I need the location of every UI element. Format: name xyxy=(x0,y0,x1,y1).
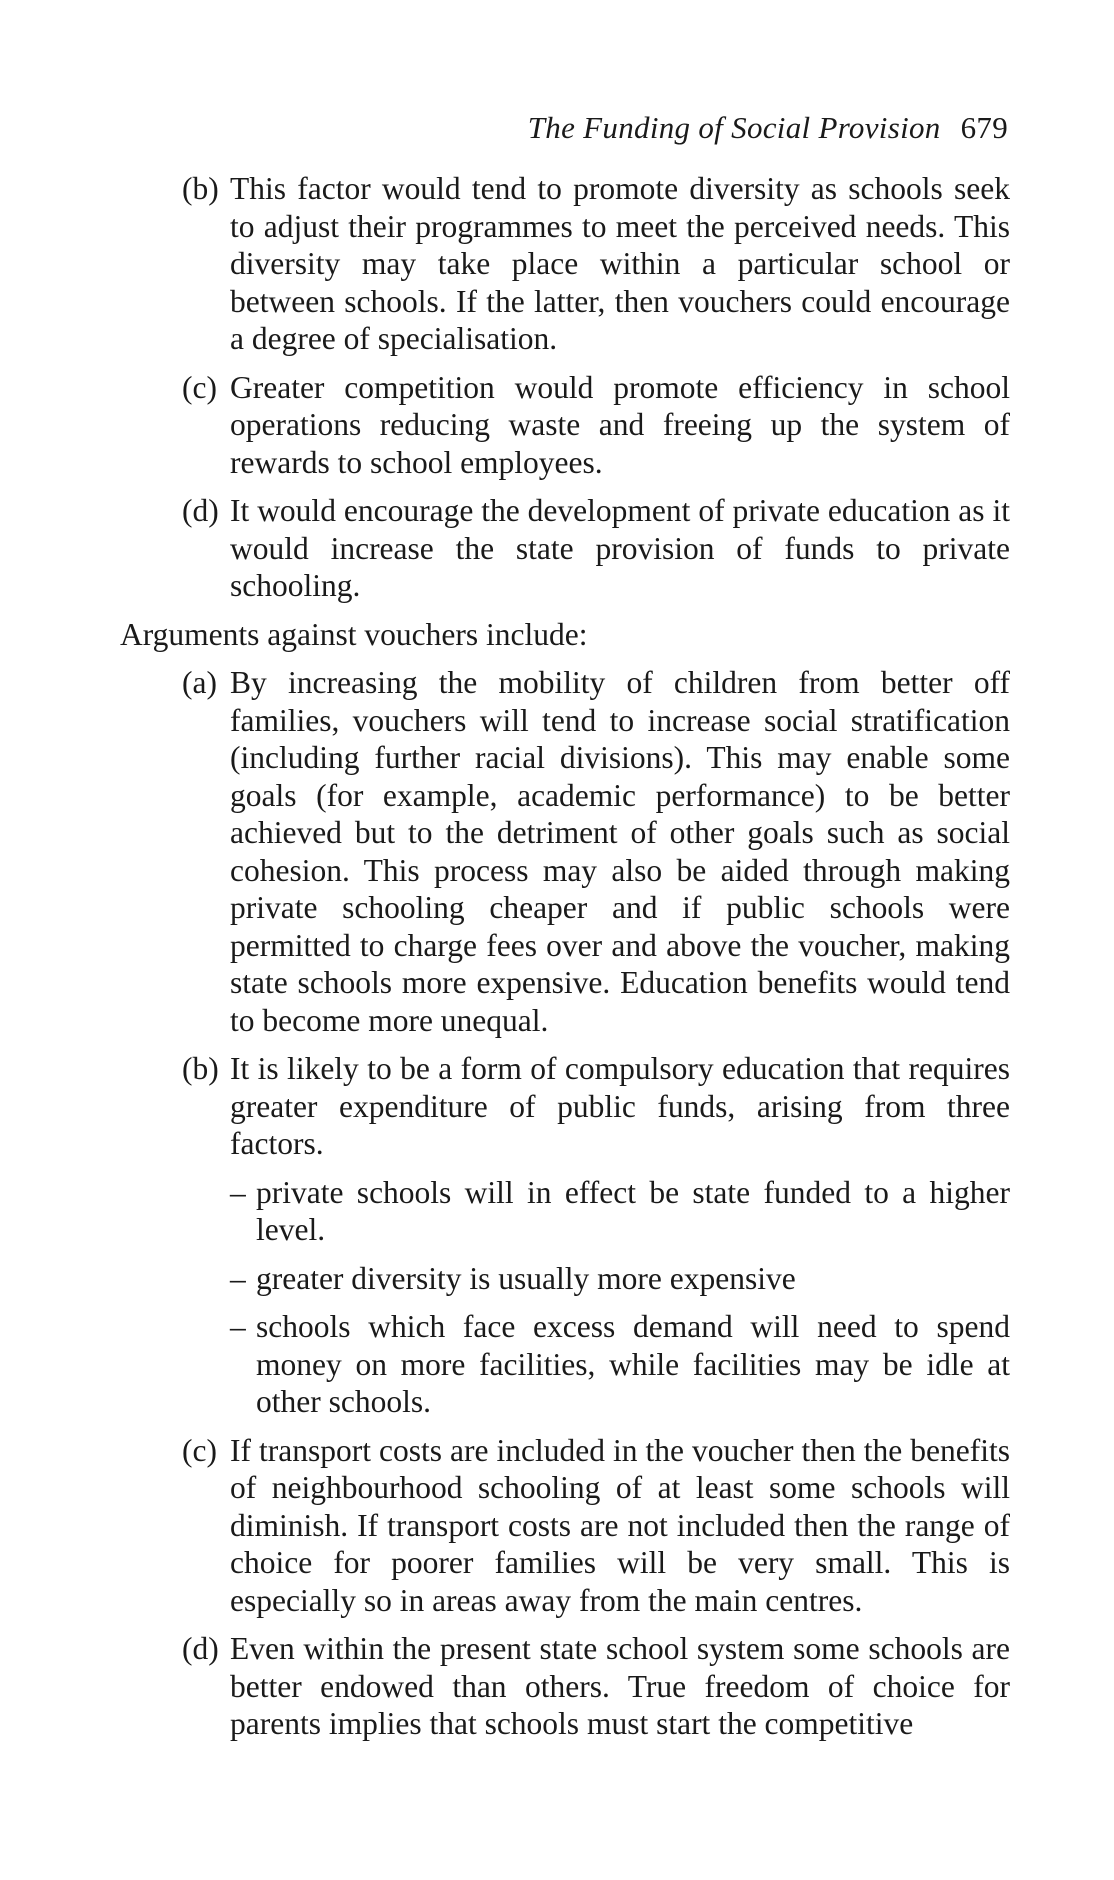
dash-item xyxy=(230,1308,1010,1421)
dash-item-text: schools which face excess demand will need to spend money on more facilities, while facilities may be idle at other schools. xyxy=(256,1309,1010,1419)
list-item-text: This factor would tend to promote diversity as schools seek to adjust their programmes to meet the perceived needs. This diversity may take place within a particular school or between schools. If the latter, then vouchers could encourage a degree of specialisation. xyxy=(230,171,1010,356)
dash-item xyxy=(230,1174,1010,1249)
list-item-text: Even within the present state school system some schools are better endowed than others. True freedom of choice for parents implies that schools must start the competitive xyxy=(230,1631,1010,1741)
list-item-text: By increasing the mobility of children from better off families, vouchers will tend to increase social stratification (including further racial divisions). This may enable some goals (for example, academic performance) to be better achieved but to the detriment of other goals such as social cohesion. This process may also be aided through making private schooling cheaper and if public schools were permitted to charge fees over and above the voucher, making state schools more expensive. Education benefits would tend to become more unequal. xyxy=(230,665,1010,1038)
dash-mark: – xyxy=(230,1309,246,1344)
section-lead-text: Arguments against vouchers include: xyxy=(120,616,588,652)
running-header xyxy=(120,108,1008,148)
list-item-against-c xyxy=(182,1432,1010,1620)
body-text xyxy=(120,170,1010,1754)
list-item-label: (c) xyxy=(182,1432,217,1468)
page-number: 679 xyxy=(960,110,1008,145)
dash-mark: – xyxy=(230,1260,246,1296)
dash-item-text: greater diversity is usually more expensive xyxy=(256,1260,796,1296)
list-item-against-a xyxy=(182,664,1010,1039)
list-item-for-b xyxy=(182,170,1010,358)
list-item-text: It would encourage the development of private education as it would increase the state provision of funds to private schooling. xyxy=(230,493,1010,603)
list-item-text: It is likely to be a form of compulsory education that requires greater expenditure of public funds, arising from three factors. xyxy=(230,1051,1010,1161)
list-item-label: (d) xyxy=(182,1631,219,1666)
running-header-title: The Funding of Social Provision xyxy=(527,110,941,145)
dash-mark: – xyxy=(230,1174,246,1210)
list-item-label: (a) xyxy=(182,665,217,700)
list-item-against-b xyxy=(182,1050,1010,1163)
dash-item xyxy=(230,1260,1010,1298)
list-item-for-c xyxy=(182,369,1010,482)
list-item-label: (d) xyxy=(182,493,219,528)
dash-sublist xyxy=(120,1174,1010,1421)
list-item-label: (b) xyxy=(182,171,219,206)
list-item-label: (b) xyxy=(182,1051,219,1086)
dash-item-text: private schools will in effect be state funded to a higher level. xyxy=(256,1174,1010,1247)
list-item-text: If transport costs are included in the voucher then the benefits of neighbourhood schooling of at least some schools will diminish. If transport costs are not included then the range of choice for poorer families will be very small. This is especially so in areas away from the main centres. xyxy=(230,1432,1010,1618)
list-item-text: Greater competition would promote efficiency in school operations reducing waste and freeing up the system of rewards to school employees. xyxy=(230,369,1010,480)
list-item-for-d xyxy=(182,492,1010,605)
list-item-label: (c) xyxy=(182,369,217,405)
list-item-against-d xyxy=(182,1630,1010,1743)
